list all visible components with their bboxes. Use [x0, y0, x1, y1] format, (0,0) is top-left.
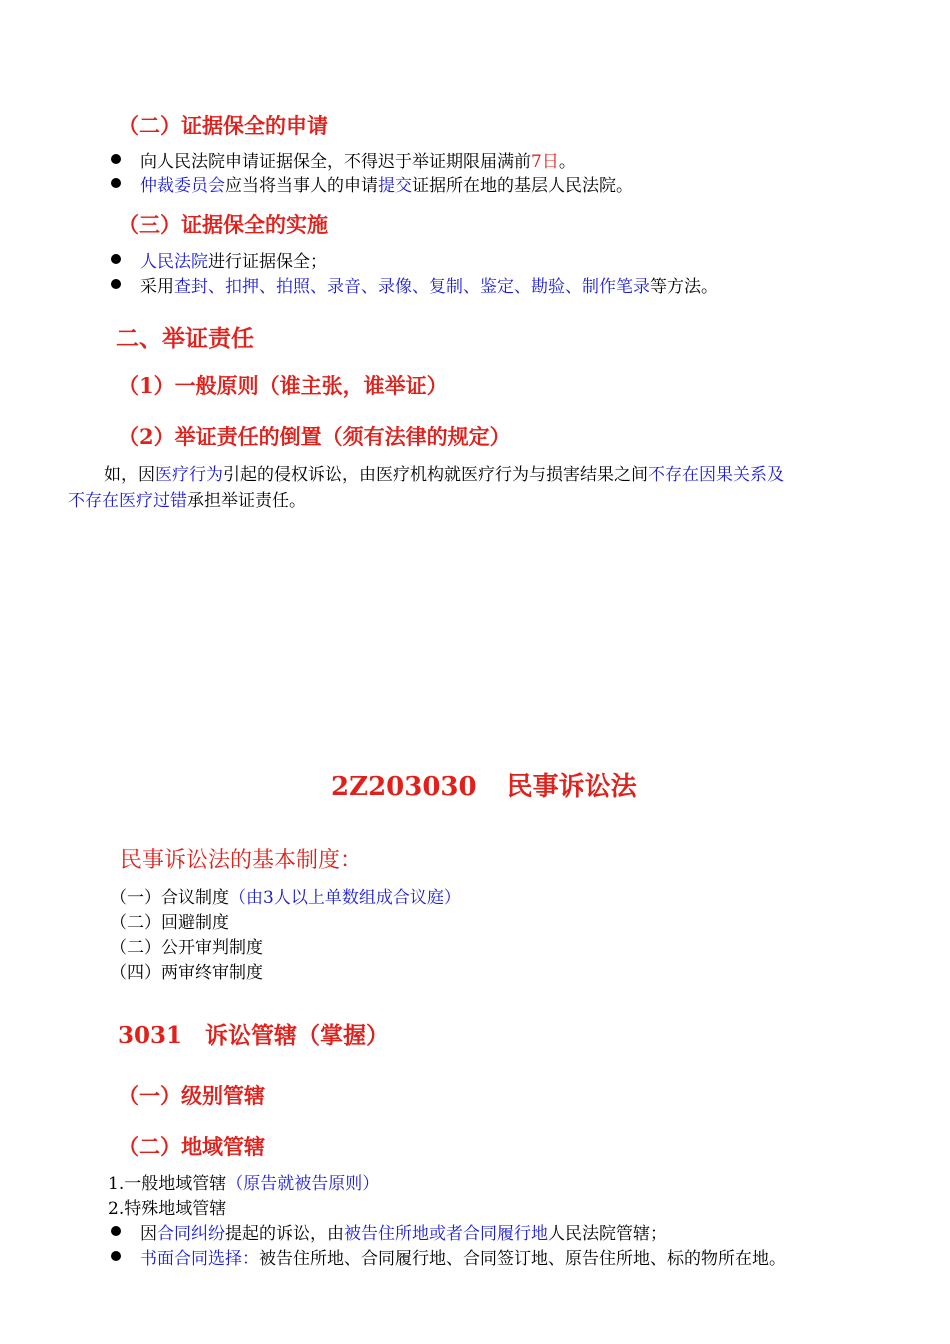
highlight-no-causation: 不存在因果关系及: [648, 465, 784, 485]
note-collegiate: （由3人以上单数组成合议庭）: [229, 888, 461, 908]
heading-preserve-apply: （二）证据保全的申请: [118, 113, 328, 138]
bullet-icon: [111, 279, 121, 289]
text: 因: [140, 1224, 157, 1244]
highlight-written-contract: 书面合同选择：: [140, 1249, 259, 1269]
highlight-arbitration: 仲裁委员会: [140, 176, 225, 196]
highlight-medical-act: 医疗行为: [155, 465, 223, 485]
heading-preserve-impl: （三）证据保全的实施: [118, 212, 328, 237]
bullet-icon: [111, 154, 121, 164]
heading-jurisdiction: 3031 诉讼管辖（掌握）: [118, 1022, 390, 1049]
highlight-no-fault: 不存在医疗过错: [68, 491, 187, 511]
chapter-code: 2Z203030: [331, 772, 477, 802]
list-item: （二）公开审判制度: [110, 938, 263, 958]
text: 向人民法院申请证据保全，不得迟于举证期限届满前: [140, 152, 531, 172]
list-item: （二）回避制度: [110, 913, 229, 933]
subheading-burden-reversal: （2）举证责任的倒置（须有法律的规定）: [118, 424, 511, 449]
bullet-methods: [140, 272, 718, 297]
chapter-name: 民事诉讼法: [506, 772, 637, 802]
highlight-defendant-principle: （原告就被告原则）: [226, 1174, 380, 1194]
highlight-methods: 查封、扣押、拍照、录音、录像、复制、鉴定、勘验、制作笔录: [174, 277, 650, 297]
heading-burden-of-proof: 二、举证责任: [116, 325, 254, 352]
bullet-written-contract: [140, 1244, 786, 1269]
highlight-7-days: 7日: [531, 152, 559, 172]
text: 1.一般地域管辖: [108, 1174, 227, 1194]
text: 引起的侵权诉讼，由医疗机构就医疗行为与损害结果之间: [223, 465, 648, 485]
bullet-icon: [111, 1251, 121, 1261]
highlight-contract-dispute: 合同纠纷: [157, 1224, 225, 1244]
text: 如，因: [104, 465, 155, 485]
paragraph-medical-line2: [68, 486, 306, 511]
chapter-title: [331, 766, 637, 803]
subheading-level-jurisdiction: （一）级别管辖: [118, 1083, 265, 1108]
line-general-territorial: [108, 1169, 379, 1194]
text: 承担举证责任。: [187, 491, 306, 511]
bullet-icon: [111, 254, 121, 264]
text: （一）合议制度: [110, 888, 229, 908]
bullet-contract-dispute: [140, 1219, 667, 1244]
list-item: [110, 883, 461, 908]
text: 采用: [140, 277, 174, 297]
heading-basic-system: 民事诉讼法的基本制度：: [120, 848, 363, 873]
highlight-court: 人民法院: [140, 252, 208, 272]
bullet-icon: [111, 178, 121, 188]
bullet-preserve-deadline: [140, 147, 576, 172]
subheading-territorial-jurisdiction: （二）地域管辖: [118, 1134, 265, 1159]
text: 人民法院管辖；: [548, 1224, 667, 1244]
list-item: （四）两审终审制度: [110, 963, 263, 983]
bullet-court-preserve: [140, 247, 327, 272]
bullet-arbitration-commission: [140, 171, 633, 196]
text: 等方法。: [650, 277, 718, 297]
subheading-general-principle: （1）一般原则（谁主张，谁举证）: [118, 373, 448, 398]
highlight-submit: 提交: [378, 176, 412, 196]
text: 提起的诉讼，由: [225, 1224, 344, 1244]
paragraph-medical-line1: [104, 460, 784, 485]
bullet-icon: [111, 1226, 121, 1236]
highlight-defendant-domicile: 被告住所地或者合同履行地: [344, 1224, 548, 1244]
text: 。: [558, 152, 576, 172]
text: 进行证据保全；: [208, 252, 327, 272]
text: 证据所在地的基层人民法院。: [412, 176, 633, 196]
text: 被告住所地、合同履行地、合同签订地、原告住所地、标的物所在地。: [259, 1249, 786, 1269]
line-special-territorial: 2.特殊地域管辖: [108, 1199, 227, 1219]
text: 应当将当事人的申请: [225, 176, 378, 196]
